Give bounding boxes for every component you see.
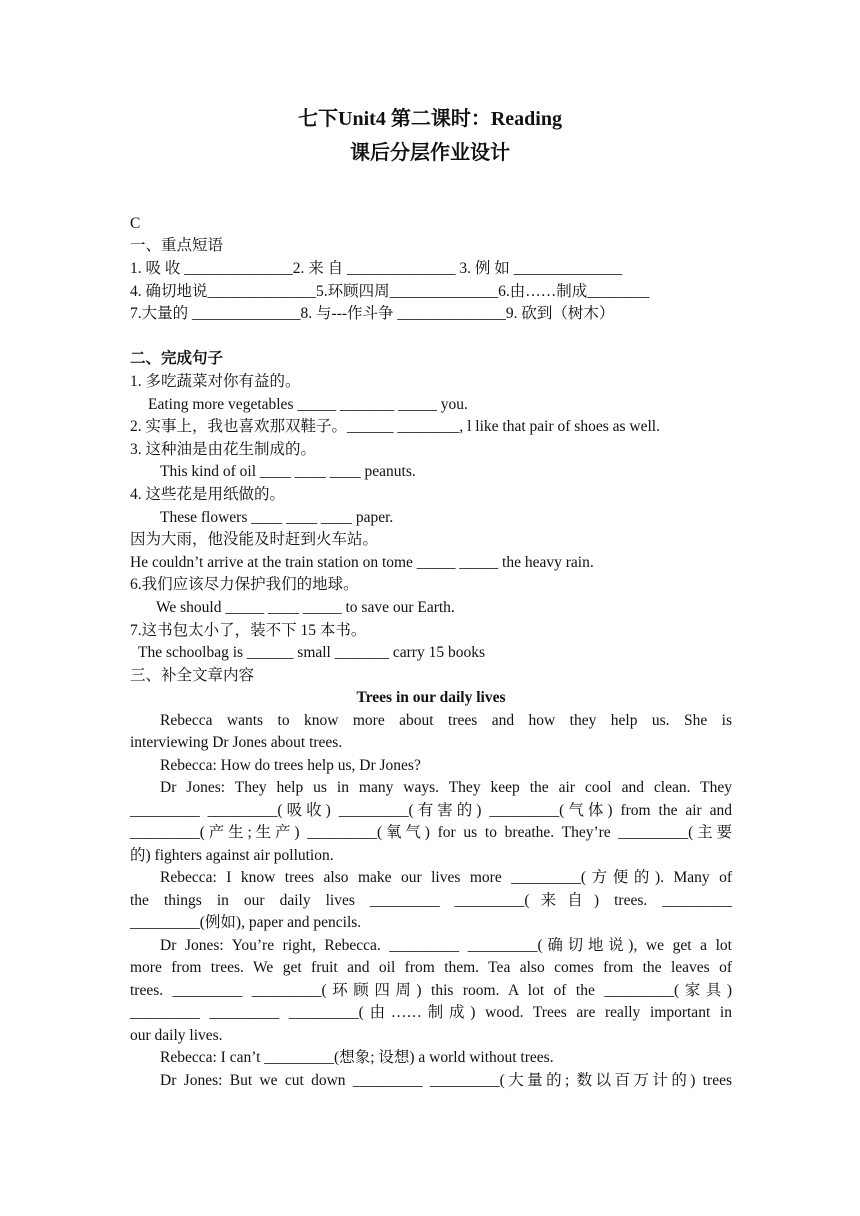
- page-title-line1: 七下Unit4 第二课时：Reading: [298, 108, 562, 130]
- sentence-line: He couldn’t arrive at the train station on tome _____ _____ the heavy rain.: [130, 554, 594, 571]
- section3-heading: 三、补全文章内容: [130, 667, 255, 684]
- article-line: more from trees. We get fruit and oil from them. Tea also comes from the leaves of: [130, 959, 732, 976]
- article-title: Trees in our daily lives: [356, 689, 506, 706]
- article-line: our daily lives.: [130, 1027, 223, 1044]
- sentence-line: 6.我们应该尽力保护我们的地球。: [130, 576, 359, 593]
- section2-heading: 二、完成句子: [130, 350, 224, 367]
- sentence-line: 7.这书包太小了，装不下 15 本书。: [130, 622, 367, 639]
- article-line: Rebecca: I know trees also make our lives more _________(方便的). Many of: [160, 869, 732, 886]
- sentence-line: This kind of oil ____ ____ ____ peanuts.: [160, 463, 416, 480]
- article-line: Rebecca: How do trees help us, Dr Jones?: [160, 757, 421, 774]
- article-line: Dr Jones: They help us in many ways. They keep the air cool and clean. They: [160, 779, 732, 796]
- page-title-line2: 课后分层作业设计: [350, 142, 510, 164]
- article-line: trees. _________ _________(环顾四周) this room. A lot of the _________(家具): [130, 982, 732, 999]
- phrase-line: 7.大量的 ______________8. 与---作斗争 ______________9. 砍到（树木）: [130, 305, 615, 322]
- sentence-line: We should _____ ____ _____ to save our Earth.: [156, 599, 455, 616]
- article-line: _________(例如), paper and pencils.: [130, 914, 362, 931]
- article-line: Dr Jones: You’re right, Rebecca. _________ _________(确切地说), we get a lot: [160, 937, 732, 954]
- sentence-line: 3. 这种油是由花生制成的。: [130, 441, 317, 458]
- sentence-line: These flowers ____ ____ ____ paper.: [160, 509, 394, 526]
- article-line: Rebecca wants to know more about trees and how they help us. She is: [160, 712, 732, 729]
- article-line: Dr Jones: But we cut down _________ _________(大量的; 数以百万计的) trees: [160, 1072, 732, 1089]
- section1-heading: 一、重点短语: [130, 237, 224, 254]
- article-line: interviewing Dr Jones about trees.: [130, 734, 343, 751]
- sentence-line: 4. 这些花是用纸做的。: [130, 486, 286, 503]
- article-line: 的) fighters against air pollution.: [130, 847, 334, 864]
- sentence-line: 因为大雨，他没能及时赶到火车站。: [130, 531, 379, 548]
- phrase-line: 4. 确切地说______________5.环顾四周______________6.由……制成________: [130, 283, 650, 300]
- article-line: Rebecca: I can’t _________(想象; 设想) a world without trees.: [160, 1049, 554, 1066]
- sentence-line: 2. 实事上，我也喜欢那双鞋子。______ ________, l like that pair of shoes as well.: [130, 418, 660, 435]
- sentence-line: Eating more vegetables _____ _______ _____ you.: [148, 396, 468, 413]
- article-line: _________(产生;生产) _________(氧气) for us to breathe. They’re _________(主要: [130, 824, 732, 841]
- sentence-line: 1. 多吃蔬菜对你有益的。: [130, 373, 301, 390]
- article-line: _________ _________ _________(由……制成) wood. Trees are really important in: [130, 1004, 732, 1021]
- sentence-line: The schoolbag is ______ small _______ carry 15 books: [138, 644, 485, 661]
- phrase-line: 1. 吸 收 ______________2. 来 自 ______________ 3. 例 如 ______________: [130, 260, 623, 277]
- level-label: C: [130, 215, 141, 232]
- article-line: _________ _________(吸收) _________(有害的) _________(气体) from the air and: [130, 802, 732, 819]
- article-line: the things in our daily lives _________ _________(来自) trees. _________: [130, 892, 732, 909]
